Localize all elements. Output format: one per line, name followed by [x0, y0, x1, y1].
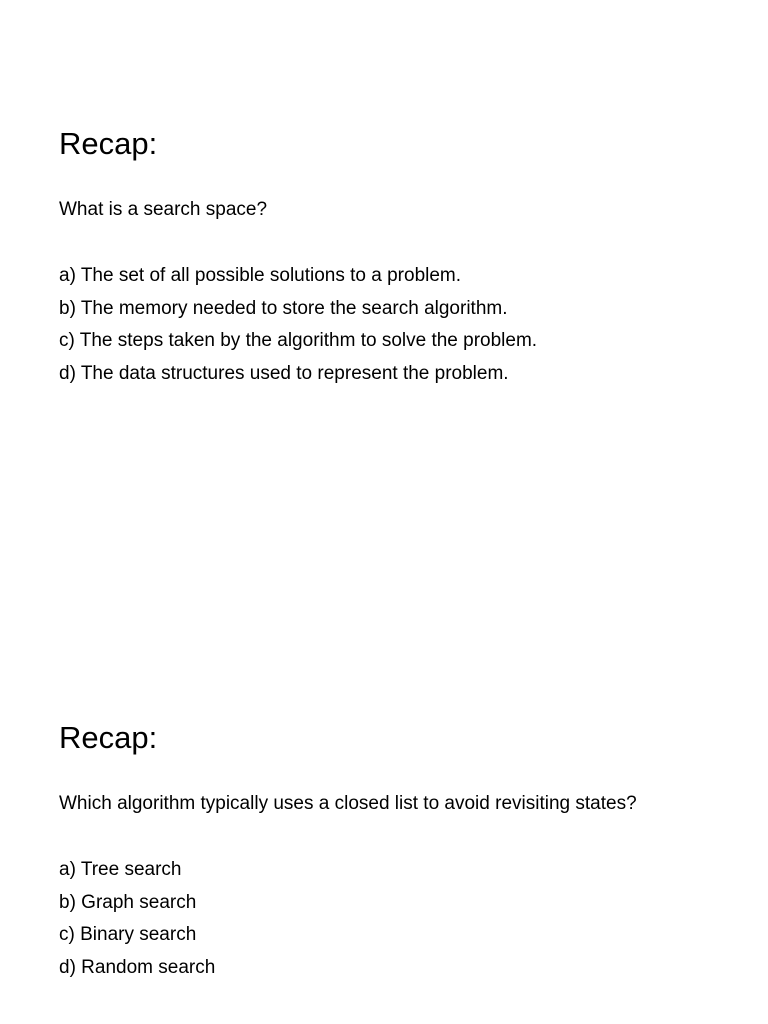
- answer-option-c: c) Binary search: [59, 924, 197, 945]
- answer-options-list: [59, 260, 739, 390]
- answer-option-c: c) The steps taken by the algorithm to solve the problem.: [59, 330, 538, 351]
- question-text: Which algorithm typically uses a closed list to avoid revisiting states?: [59, 793, 637, 814]
- section-heading: Recap:: [59, 126, 158, 161]
- answer-option-a: a) Tree search: [59, 859, 182, 880]
- answer-option-b: b) The memory needed to store the search algorithm.: [59, 297, 508, 319]
- answer-option-a: a) The set of all possible solutions to a problem.: [59, 265, 462, 286]
- answer-option-d: d) Random search: [59, 956, 216, 978]
- section-heading: Recap:: [59, 720, 158, 755]
- question-text: What is a search space?: [59, 199, 268, 220]
- recap-section-1: [59, 124, 739, 390]
- answer-options-list: [59, 854, 739, 984]
- answer-option-d: d) The data structures used to represent the problem.: [59, 362, 509, 384]
- answer-option-b: b) Graph search: [59, 891, 197, 913]
- recap-section-2: [59, 718, 739, 984]
